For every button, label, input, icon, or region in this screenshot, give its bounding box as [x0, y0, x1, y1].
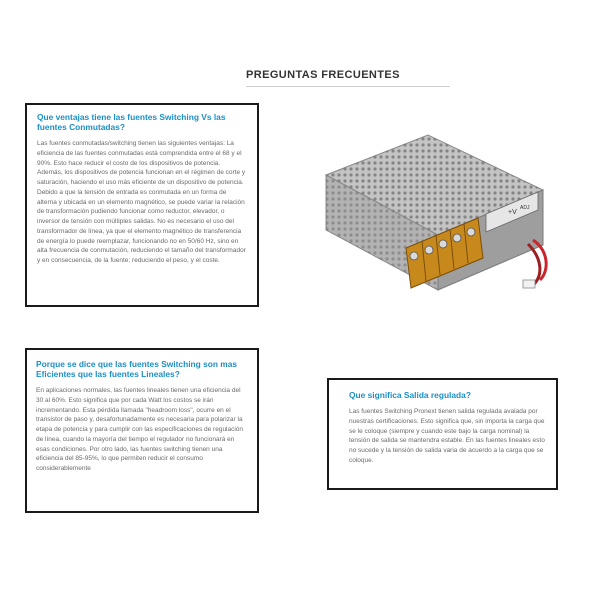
faq-card-switching-vs-conmutadas	[25, 103, 259, 307]
faq-answer: Las fuentes Switching Pronext tienen salida regulada avalada por nuestras certificaciones. Esto significa que, sin importa la carga que se le coloque (siempre y cuando este bajo la carga nominal) la tensión de salida se mantendra estable. En las fuentes lineales esto no sucede y la tensión de salida varia de acuerdo a la carga que se coloque.	[349, 408, 545, 464]
title-divider	[246, 86, 450, 87]
faq-question: Que significa Salida regulada?	[349, 390, 471, 400]
power-supply-image	[318, 130, 558, 310]
faq-card-salida-regulada	[327, 378, 558, 490]
faq-question: Porque se dice que las fuentes Switching son mas Eficientes que las fuentes Lineales?	[36, 359, 238, 379]
page-title: PREGUNTAS FRECUENTES	[246, 69, 400, 81]
faq-card-eficiencia	[25, 348, 259, 513]
terminal-label-v: +V	[508, 209, 517, 216]
terminal-label-adj: ADJ	[520, 205, 530, 211]
wire-connector	[523, 280, 535, 288]
faq-answer: Las fuentes conmutadas/switching tienen las siguientes ventajas: La eficiencia de las fuentes conmutadas está comprendida entre el 68 y el 90%. Esto hace reducir el costo de los dispositivos de potencia. Además, los dispositivos de potencia funcionan en el régimen de corte y saturación, haciendo el uso más eficiente de un dispositivo de potencia. Debido a que la tensión de entrada es conmutada en un forma de alterna y ubicada en un elemento magnético, se puede variar la relación de transformación pudiendo funcionar como reductor, elevador, o inversor de tensión con múltiples salidas. No es necesario el uso del transformador de línea, ya que el elemento magnético de transferencia de energía lo puede reemplazar, funcionando no en 50/60 Hz, sino en alta frecuencia de conmutación, reduciendo el tamaño del transformador y en consecuencia, de la fuente; reduciendo el peso, y el coste.	[37, 140, 246, 264]
faq-question: Que ventajas tiene las fuentes Switching Vs las fuentes Conmutadas?	[37, 112, 226, 132]
faq-answer: En aplicaciones normales, las fuentes lineales tienen una eficiencia del 30 al 60%. Esto significa que por cada Watt los costos se irán incrementando. Esta pérdida llamada "headroom loss", ocurre en el transistor de paso y, desafortunadamente es necesaria para polarizar la etapa de potencia y para cumplir con las especificaciones de regulación de línea, cuando la mayoría del tiempo el regulador no funcionará en esas condiciones. Por otro lado, las fuentes switching tienen una eficiencia del 85-95%, lo que permiten reducir el consumo considerablemente	[36, 387, 244, 472]
